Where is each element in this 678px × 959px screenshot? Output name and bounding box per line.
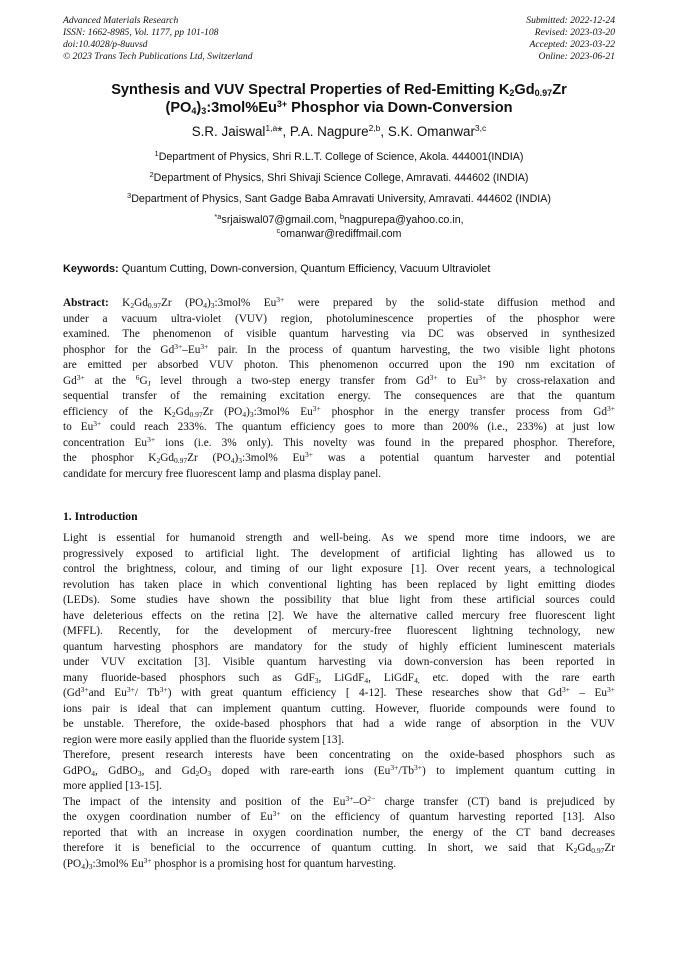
date-submitted: Submitted: 2022-12-24 <box>526 15 615 26</box>
abstract-line: efficiency of the $K_2Gd_{0.97}Zr$ $(PO_4)_3:3mol\%$ $Eu^{3+}$ phosphor in the energy transfer process from $Gd^{3+}$ <box>63 403 615 419</box>
title-text: ) <box>196 100 202 116</box>
author-affil-mark: 2,b <box>368 123 381 133</box>
date-online: Online: 2023-06-21 <box>538 51 615 62</box>
affil-mark: 1 <box>154 149 159 158</box>
affiliation-2 <box>40 172 638 185</box>
intro-line: under VUV excitation [3]. Visible quantum harvesting via down-conversion has been reported in <box>63 656 615 668</box>
paper-title <box>40 81 638 117</box>
affiliation-3 <box>40 193 638 206</box>
author-name: S.R. Jaiswal <box>191 124 266 139</box>
keywords-label: Keywords: <box>63 263 119 275</box>
affil-mark: 2 <box>149 170 154 179</box>
intro-line: Therefore, present research interests have been concentrating on the oxide-based phosphors such as <box>63 749 615 761</box>
abstract-line: phosphor for the $Gd^{3+}-Eu^{3+}$ pair. In the process of quantum harvesting, the two visible light photons <box>63 341 615 356</box>
intro-line: $(PO_4)_3:3mol\%$ $Eu^{3+}$ phosphor is a promising host for quantum harvesting. <box>63 855 397 871</box>
abstract <box>63 296 615 482</box>
intro-line: The impact of the intensity and position of the $Eu^{3+}-O^{2-}$ charge transfer (CT) band is prejudiced by <box>63 793 616 808</box>
intro-line: GdPO$_4$, GdBO$_3$, and $Gd_2O_3$ doped with rare-earth ions $(Eu^{3+}/Tb^{3+})$ to implement quantum cutting in <box>63 762 615 778</box>
abstract-line: Abstract: $K_2Gd_{0.97}Zr$ $(PO_4)_3:3mol\%$ $Eu^{3+}$ were prepared by the solid-state diffusion method and <box>63 295 615 310</box>
title-text: Zr <box>552 82 567 98</box>
intro-line: be unstable. Therefore, the oxide-based phosphors that had a wide range of absorption in the VUV <box>63 718 615 730</box>
intro-line: many fluoride-based phosphors such as GdF$_3$, LiGdF$_4$, LiGdF$_{4,}$ etc. doped with the rare earth <box>63 671 615 685</box>
intro-line: more applied [13-15]. <box>63 780 162 792</box>
title-sub: 4 <box>191 106 197 116</box>
affil-text: Department of Physics, Shri Shivaji Science College, Amravati. 444602 (INDIA) <box>153 172 529 184</box>
intro-line: (MFFL). Recently, for the development of mercury-free fluorescent lightning technology, new <box>63 625 615 637</box>
journal-doi[interactable]: doi:10.4028/p-8uuvsd <box>63 39 148 50</box>
author-affil-mark: 1,a <box>265 123 278 133</box>
author-email[interactable]: omanwar@rediffmail.com <box>280 228 402 240</box>
title-sub: 0.97 <box>534 88 553 98</box>
author-email[interactable]: nagpurepa@yahoo.co.in, <box>344 214 464 226</box>
abstract-label: Abstract: <box>63 297 109 309</box>
author-name: P.A. Nagpure <box>289 124 369 139</box>
email-mark: c <box>276 226 281 235</box>
email-mark: b <box>339 212 345 221</box>
intro-line: ions pair is ideal that can implement quantum cutting. However, fluoride compounds were found to <box>63 702 615 715</box>
affil-text: Department of Physics, Sant Gadge Baba Amravati University, Amravati. 444602 (INDIA) <box>131 193 551 205</box>
author-affil-mark: 3,c <box>474 123 487 133</box>
author-name: S.K. Omanwar <box>387 124 475 139</box>
intro-line: therefore it is beneficial to the occurrence of quantum cutting. In short, we said that $K_2Gd_{0.97}Zr$ <box>63 842 615 855</box>
intro-line: the oxygen coordination number of $Eu^{3+}$ on the efficiency of quantum harvesting reported [13]. Also <box>63 809 615 823</box>
email-mark: *a <box>214 212 222 221</box>
abstract-line: are emitted per absorbed VUV photon. This phenomenon occurred upon the 190 nm excitation of <box>63 359 615 371</box>
author-list <box>40 124 638 140</box>
abstract-line: concentration $Eu^{3+}$ ions (i.e. 3% only). This novelty was found in the prepared phosphor. Therefore, <box>63 434 615 449</box>
title-sub: 3 <box>201 106 207 116</box>
intro-line: Light is essential for humanoid strength and well-being. As we spend more time indoors, we are <box>63 532 615 544</box>
title-sub: 2 <box>509 88 515 98</box>
intro-line: progressively exposed to artificial light. The development of artificial lighting has allowed us to <box>63 547 615 560</box>
affil-text: Department of Physics, Shri R.L.T. College of Science, Akola. 444001(INDIA) <box>158 151 524 163</box>
title-sup: 3+ <box>276 99 288 109</box>
abstract-line: under a vacuum ultra-violet (VUV) region, photoluminescence properties of the phosphor were <box>63 312 615 325</box>
title-text: (PO <box>165 100 192 116</box>
title-text: :3mol%Eu <box>206 100 277 116</box>
author-email[interactable]: srjaiswal07@gmail.com, <box>221 214 340 226</box>
journal-issn: ISSN: 1662-8985, Vol. 1177, pp 101-108 <box>63 27 219 38</box>
abstract-line: candidate for mercury free fluorescent lamp and plasma display panel. <box>63 467 382 480</box>
affil-mark: 3 <box>127 191 132 200</box>
section-heading-introduction: 1. Introduction <box>63 510 138 523</box>
title-text: Synthesis and VUV Spectral Properties of Red-Emitting K <box>111 82 510 98</box>
date-revised: Revised: 2023-03-20 <box>534 27 615 38</box>
abstract-line: $Gd^{3+}$ at the $^6G_J$ level through a two-step energy transfer from $Gd^{3+}$ to $Eu^{3+}$ by cross-relaxation and <box>63 372 615 388</box>
intro-line: quantum harvesting phosphors are mandatory for the study of highly efficient luminescent materials <box>63 640 615 653</box>
intro-line: ($Gd^{3+}and$ $Eu^{3+}/$ $Tb^{3+}$) with great quantum efficiency [ 4-12]. These researches show that $Gd^{3+} - Eu^{3+}$ <box>63 685 615 699</box>
author-separator: , <box>380 124 388 139</box>
email-line-2 <box>40 228 638 241</box>
title-text: Gd <box>514 82 535 98</box>
intro-line: control the brightness, colour, and timing of our light exposure [1]. Over recent years, a technological <box>63 563 615 575</box>
journal-copyright: © 2023 Trans Tech Publications Ltd, Switzerland <box>63 51 253 62</box>
intro-paragraph-1 <box>63 531 615 872</box>
journal-header <box>63 15 253 63</box>
publication-dates <box>526 15 615 63</box>
abstract-line: the phosphor $K_2Gd_{0.97}Zr$ $(PO_4)_3:3mol\%$ $Eu^{3+}$ was a potential quantum harvester and potential <box>63 450 615 465</box>
title-text: Phosphor via Down-Conversion <box>287 100 513 116</box>
intro-line: region were more easily applied than the fluoride system [13]. <box>63 733 345 746</box>
abstract-line: sequential transfer of the remaining excitation energy. The consequences are that the quantum <box>63 390 615 402</box>
author-separator: *, <box>277 124 290 139</box>
date-accepted: Accepted: 2023-03-22 <box>529 39 615 50</box>
keywords <box>63 263 615 276</box>
affiliation-1 <box>40 151 638 164</box>
intro-line: revolution has taken place in which conventional lighting has been replaced by light emitting diodes <box>63 578 615 591</box>
abstract-line: to $Eu^{3+}$ could reach 233%. The quantum efficiency goes to more than 200% (i.e., 233%) at just low <box>63 419 615 433</box>
journal-name: Advanced Materials Research <box>63 15 179 26</box>
email-line-1 <box>40 214 638 227</box>
intro-line: (LEDs). Some studies have shown the possibility that blue light from these artificial sources could <box>63 594 615 606</box>
intro-line: reported that with an increase in oxygen coordination number, the energy of the CT band decreases <box>63 826 615 839</box>
intro-line: have deleterious effects on the retina [2]. We have the alternative called mercury free fluorescent light <box>63 609 615 622</box>
keywords-text: Quantum Cutting, Down-conversion, Quantum Efficiency, Vacuum Ultraviolet <box>118 263 491 275</box>
abstract-line: examined. The phenomenon of visible quantum harvesting via DC was observed in synthesized <box>63 328 615 340</box>
